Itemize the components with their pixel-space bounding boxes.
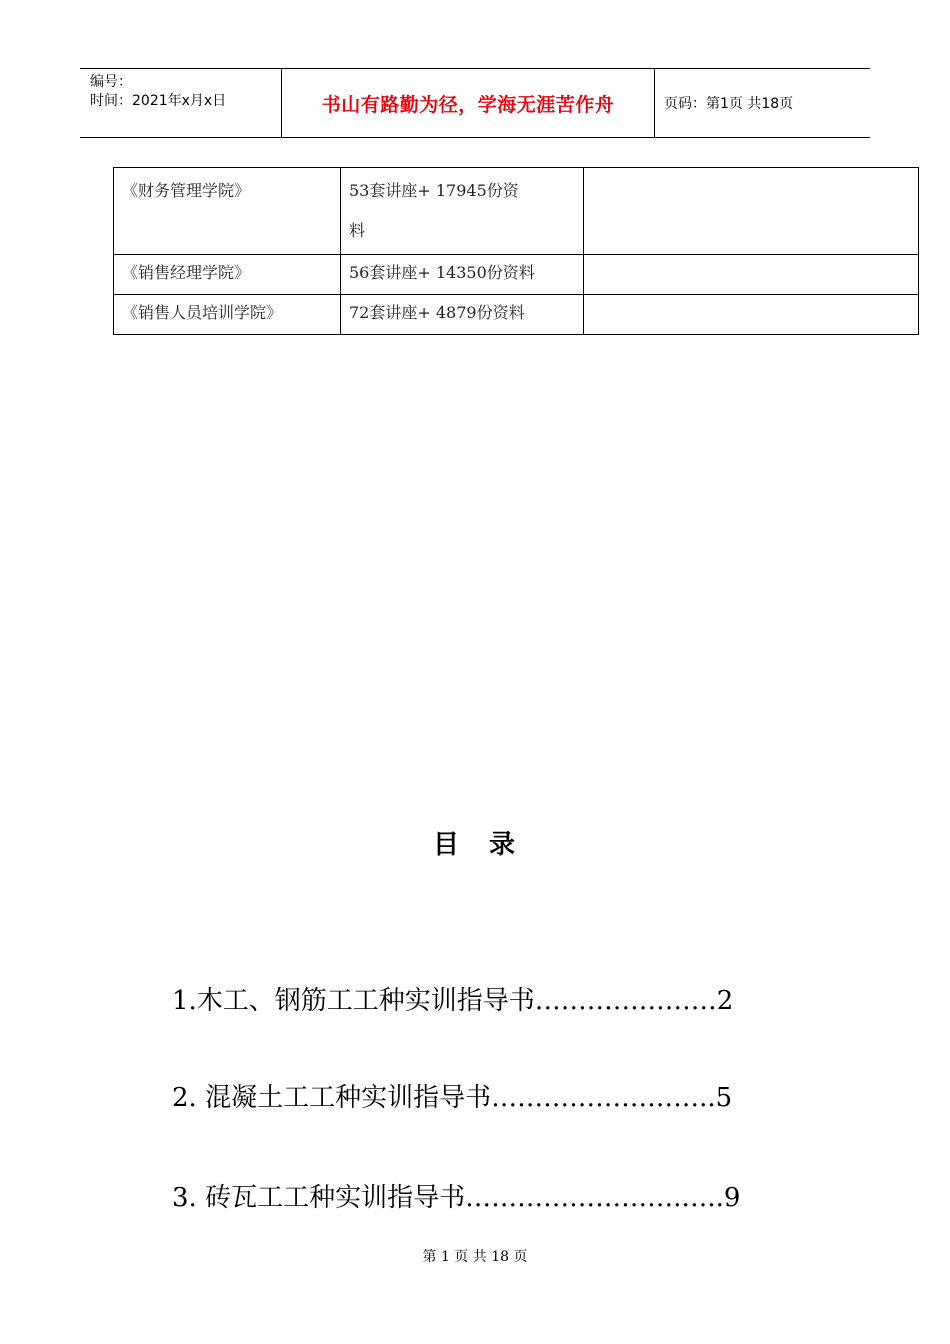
table-cell-extra (584, 295, 919, 335)
document-number-label: 编号： (90, 74, 132, 90)
toc-item[interactable]: 1.木工、钢筋工工种实训指导书…………………2 (172, 986, 734, 1016)
document-date: 时间：2021年x月x日 (90, 93, 227, 109)
table-cell-name: 《财务管理学院》 (114, 168, 341, 255)
resource-table (113, 167, 919, 335)
table-cell-extra (584, 255, 919, 295)
header-motto: 书山有路勤为径，学海无涯苦作舟 (321, 93, 615, 116)
table-cell-name: 《销售经理学院》 (114, 255, 341, 295)
table-row (114, 255, 919, 295)
table-cell-content: 72套讲座+ 4879份资料 (341, 295, 584, 335)
table-cell-extra (584, 168, 919, 255)
header-page-info: 页码：第1页 共18页 (664, 96, 794, 112)
toc-title: 目录 (432, 830, 545, 860)
toc-item[interactable]: 3. 砖瓦工工种实训指导书…………………….…..9 (172, 1183, 741, 1213)
header-meta (90, 73, 226, 111)
table-cell-name: 《销售人员培训学院》 (114, 295, 341, 335)
table-cell-content: 53套讲座+ 17945份资 料 (341, 168, 584, 255)
table-cell-content: 56套讲座+ 14350份资料 (341, 255, 584, 295)
table-row (114, 168, 919, 255)
toc-item[interactable]: 2. 混凝土工工种实训指导书……………………..5 (172, 1083, 733, 1113)
page-header (80, 68, 870, 138)
table-row (114, 295, 919, 335)
page-footer: 第 1 页 共 18 页 (422, 1249, 528, 1265)
header-divider (654, 69, 655, 137)
